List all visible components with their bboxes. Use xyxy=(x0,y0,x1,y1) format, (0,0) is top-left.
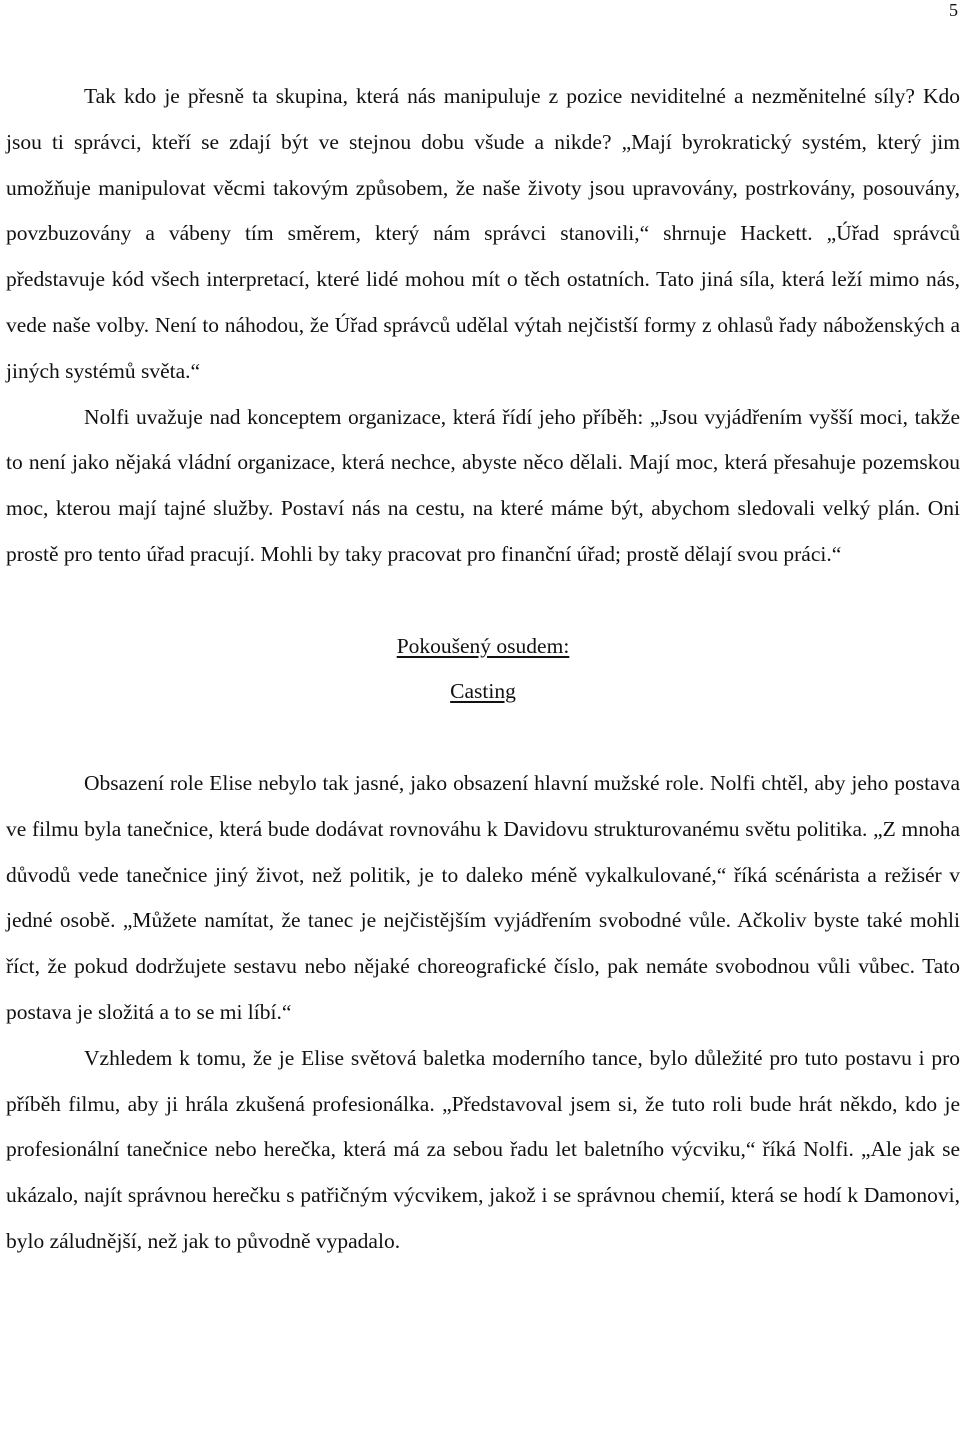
page-number: 5 xyxy=(949,0,958,20)
section-heading xyxy=(6,624,960,716)
paragraph: Tak kdo je přesně ta skupina, která nás manipuluje z pozice neviditelné a nezměnitelné síly? Kdo jsou ti správci, kteří se zdají být ve stejnou dobu všude a nikde? „Mají byrokratický systém, který jim umožňuje manipulovat věcmi takovým způsobem, že naše životy jsou upravovány, postrkovány, posouvány, povzbuzovány a vábeny tím směrem, který nám správci stanovili,“ shrnuje Hackett. „Úřad správců představuje kód všech interpretací, které lidé mohou mít o těch ostatních. Tato jiná síla, která leží mimo nás, vede naše volby. Není to náhodou, že Úřad správců udělal výtah nejčistší formy z ohlasů řady náboženských a jiných systémů světa.“ xyxy=(6,84,960,383)
document-body xyxy=(6,74,960,1265)
spacer xyxy=(6,578,960,624)
paragraph: Nolfi uvažuje nad konceptem organizace, která řídí jeho příběh: „Jsou vyjádřením vyšší moci, takže to není jako nějaká vládní organizace, která nechce, abyste něco dělali. Mají moc, která přesahuje pozemskou moc, kterou mají tajné služby. Postaví nás na cestu, na které máme být, abychom sledovali velký plán. Oni prostě pro tento úřad pracují. Mohli by taky pracovat pro finanční úřad; prostě dělají svou práci.“ xyxy=(6,404,960,566)
paragraph: Obsazení role Elise nebylo tak jasné, jako obsazení hlavní mužské role. Nolfi chtěl, aby jeho postava ve filmu byla tanečnice, která bude dodávat rovnováhu k Davidovu strukturovanému světu politika. „Z mnoha důvodů vede tanečnice jiný život, než politik, je to daleko méně vykalkulované,“ říká scénárista a režisér v jedné osobě. „Můžete namítat, že tanec je nejčistějším vyjádřením svobodné vůle. Ačkoliv byste také mohli říct, že pokud dodržujete sestavu nebo nějaké choreografické číslo, pak nemáte svobodnou vůli vůbec. Tato postava je složitá a to se mi líbí.“ xyxy=(6,770,960,1024)
spacer xyxy=(6,715,960,761)
paragraph: Vzhledem k tomu, že je Elise světová baletka moderního tance, bylo důležité pro tuto postavu i pro příběh filmu, aby ji hrála zkušená profesionálka. „Představoval jsem si, že tuto roli bude hrát někdo, kdo je profesionální tanečnice nebo herečka, která má za sebou řadu let baletního výcviku,“ říká Nolfi. „Ale jak se ukázalo, najít správnou herečku s patřičným výcvikem, jakož i se správnou chemií, která se hodí k Damonovi, bylo záludnější, než jak to původně vypadalo. xyxy=(6,1045,960,1253)
section-heading-line2: Casting xyxy=(450,679,516,704)
section-heading-line1: Pokoušený osudem: xyxy=(396,633,570,658)
